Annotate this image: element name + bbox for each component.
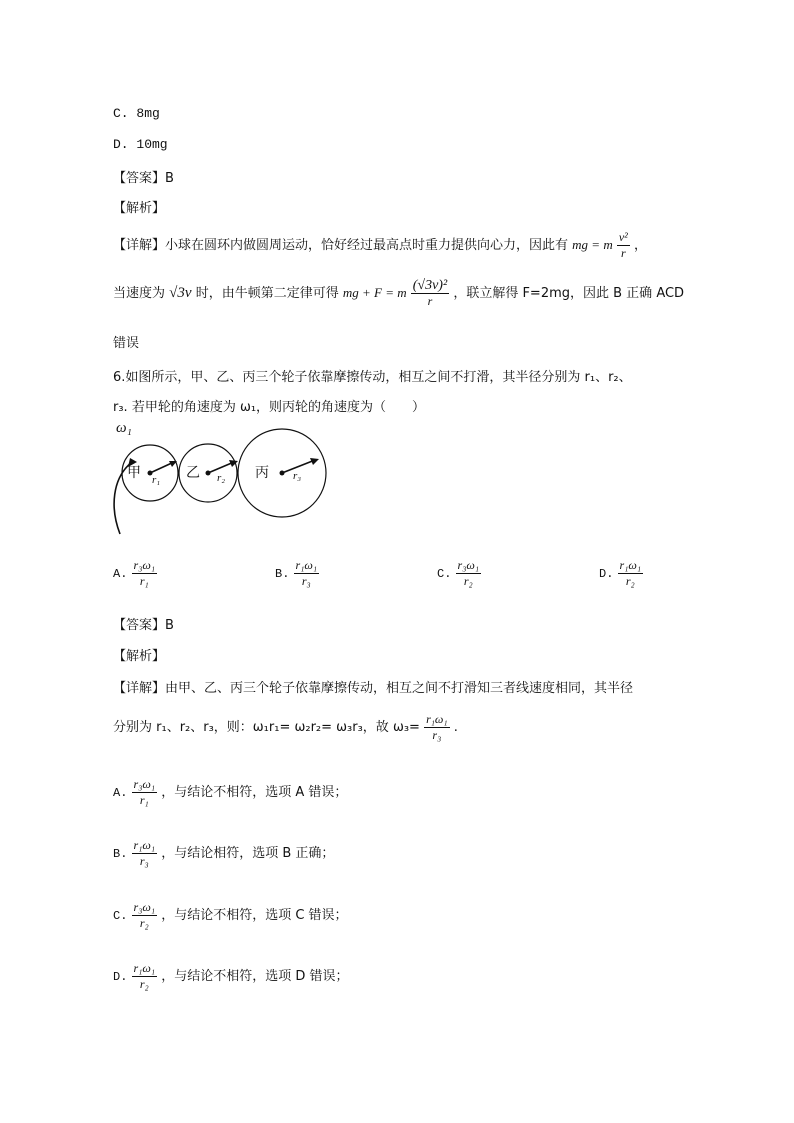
wheel-yi-label: 乙 (186, 465, 200, 481)
evaluation-d (113, 961, 348, 992)
evaluation-label: B. (113, 847, 128, 861)
wheel-jia-radius-label: r₁ (152, 474, 161, 486)
evaluation-text: ，与结论不相符，选项 A 错误； (161, 785, 348, 800)
option-a (113, 558, 157, 589)
option-label: A. (113, 567, 128, 581)
fraction-denominator: r (427, 294, 433, 308)
option-d (599, 558, 643, 589)
option-label: C. (437, 567, 452, 581)
q6-detail-line-2 (113, 712, 458, 743)
speed-expression: √3v (169, 285, 192, 301)
result-fraction (424, 712, 450, 743)
fraction-denominator: r₃ (432, 728, 442, 742)
evaluation-text: ，与结论相符，选项 B 正确； (161, 846, 335, 861)
fraction-denominator: r₁ (139, 793, 149, 807)
fraction-denominator: r₂ (463, 574, 473, 588)
q6-answer-line: 【答案】B (113, 618, 174, 633)
fraction-denominator: r₃ (139, 854, 149, 868)
fraction-numerator: r₃ω₁ (133, 900, 156, 914)
evaluation-fraction (132, 961, 158, 992)
fraction-numerator: r₁ω₁ (133, 838, 156, 852)
detail-line-2 (113, 278, 684, 309)
wheel-jia-label: 甲 (127, 465, 141, 481)
option-c: C. 8mg (113, 106, 160, 121)
evaluation-text: ，与结论不相符，选项 C 错误； (161, 908, 348, 923)
analysis-heading: 【解析】 (113, 201, 166, 216)
evaluation-text: ，与结论不相符，选项 D 错误； (161, 969, 349, 984)
evaluation-fraction (132, 900, 158, 931)
evaluation-label: D. (113, 970, 128, 984)
evaluation-fraction (132, 838, 158, 869)
fraction-denominator: r₂ (139, 916, 149, 930)
wheel-yi-radius-label: r₂ (217, 472, 226, 484)
fraction-numerator: (√3v)² (412, 278, 448, 293)
evaluation-label: A. (113, 786, 128, 800)
q6-analysis-heading: 【解析】 (113, 649, 166, 664)
wheels-figure (110, 418, 340, 543)
q6-detail-line-1: 【详解】由甲、乙、丙三个轮子依靠摩擦传动，相互之间不打滑知三者线速度相同，其半径 (113, 681, 634, 696)
detail-line2-prefix: 分别为 r₁、r₂、r₃，则：ω₁r₁= ω₂r₂= ω₃r₃，故 ω₃= (113, 720, 420, 735)
answer-line: 【答案】B (113, 171, 174, 186)
line2-suffix: ，联立解得 F=2mg，因此 B 正确 ACD (453, 286, 685, 301)
option-d: D. 10mg (113, 137, 168, 152)
newton-formula-lhs: mg + F = m (342, 285, 407, 300)
line2-mid: 时，由牛顿第二定律可得 (195, 286, 339, 301)
q6-stem-line-1: 6.如图所示，甲、乙、丙三个轮子依靠摩擦传动，相互之间不打滑，其半径分别为 r₁、r₂、 (113, 370, 632, 385)
detail-after: ， (633, 238, 647, 253)
fraction-denominator: r₁ (139, 574, 149, 588)
fraction-numerator: r₁ω₁ (133, 961, 156, 975)
newton-formula-fraction (411, 278, 449, 309)
formula-lhs: mg = m (572, 237, 613, 252)
detail-prefix: 【详解】小球在圆环内做圆周运动，恰好经过最高点时重力提供向心力，因此有 (113, 238, 569, 253)
option-fraction (618, 558, 644, 589)
detail-line-3: 错误 (113, 336, 140, 351)
fraction-numerator: r₁ω₁ (619, 558, 642, 572)
detail-line2-suffix: . (453, 720, 458, 735)
fraction-numerator: r₃ω₁ (133, 558, 156, 572)
fraction-denominator: r₂ (625, 574, 635, 588)
evaluation-a (113, 777, 347, 808)
option-fraction (456, 558, 482, 589)
fraction-numerator: r₃ω₁ (457, 558, 480, 572)
fraction-numerator: v² (618, 230, 628, 244)
option-c (437, 558, 481, 589)
q6-stem-line-2: r₃. 若甲轮的角速度为 ω₁，则丙轮的角速度为（ ） (113, 400, 426, 415)
fraction-numerator: r₁ω₁ (426, 712, 448, 726)
wheel-bing-radius-label: r₃ (293, 470, 302, 482)
evaluation-c (113, 900, 348, 931)
evaluation-fraction (132, 777, 158, 808)
line2-prefix: 当速度为 (113, 286, 166, 301)
evaluation-label: C. (113, 909, 128, 923)
option-fraction (132, 558, 158, 589)
wheel-bing-label: 丙 (255, 465, 269, 481)
evaluation-b (113, 838, 334, 869)
fraction-numerator: r₃ω₁ (133, 777, 156, 791)
option-b (275, 558, 319, 589)
fraction-denominator: r₃ (301, 574, 311, 588)
option-label: B. (275, 567, 290, 581)
fraction-denominator: r₂ (139, 977, 149, 991)
fraction-denominator: r (620, 246, 626, 260)
option-label: D. (599, 567, 614, 581)
fraction-numerator: r₁ω₁ (295, 558, 318, 572)
option-fraction (294, 558, 320, 589)
detail-line-1 (113, 230, 647, 261)
omega-label: ω₁ (116, 420, 132, 436)
formula-fraction (617, 230, 630, 261)
